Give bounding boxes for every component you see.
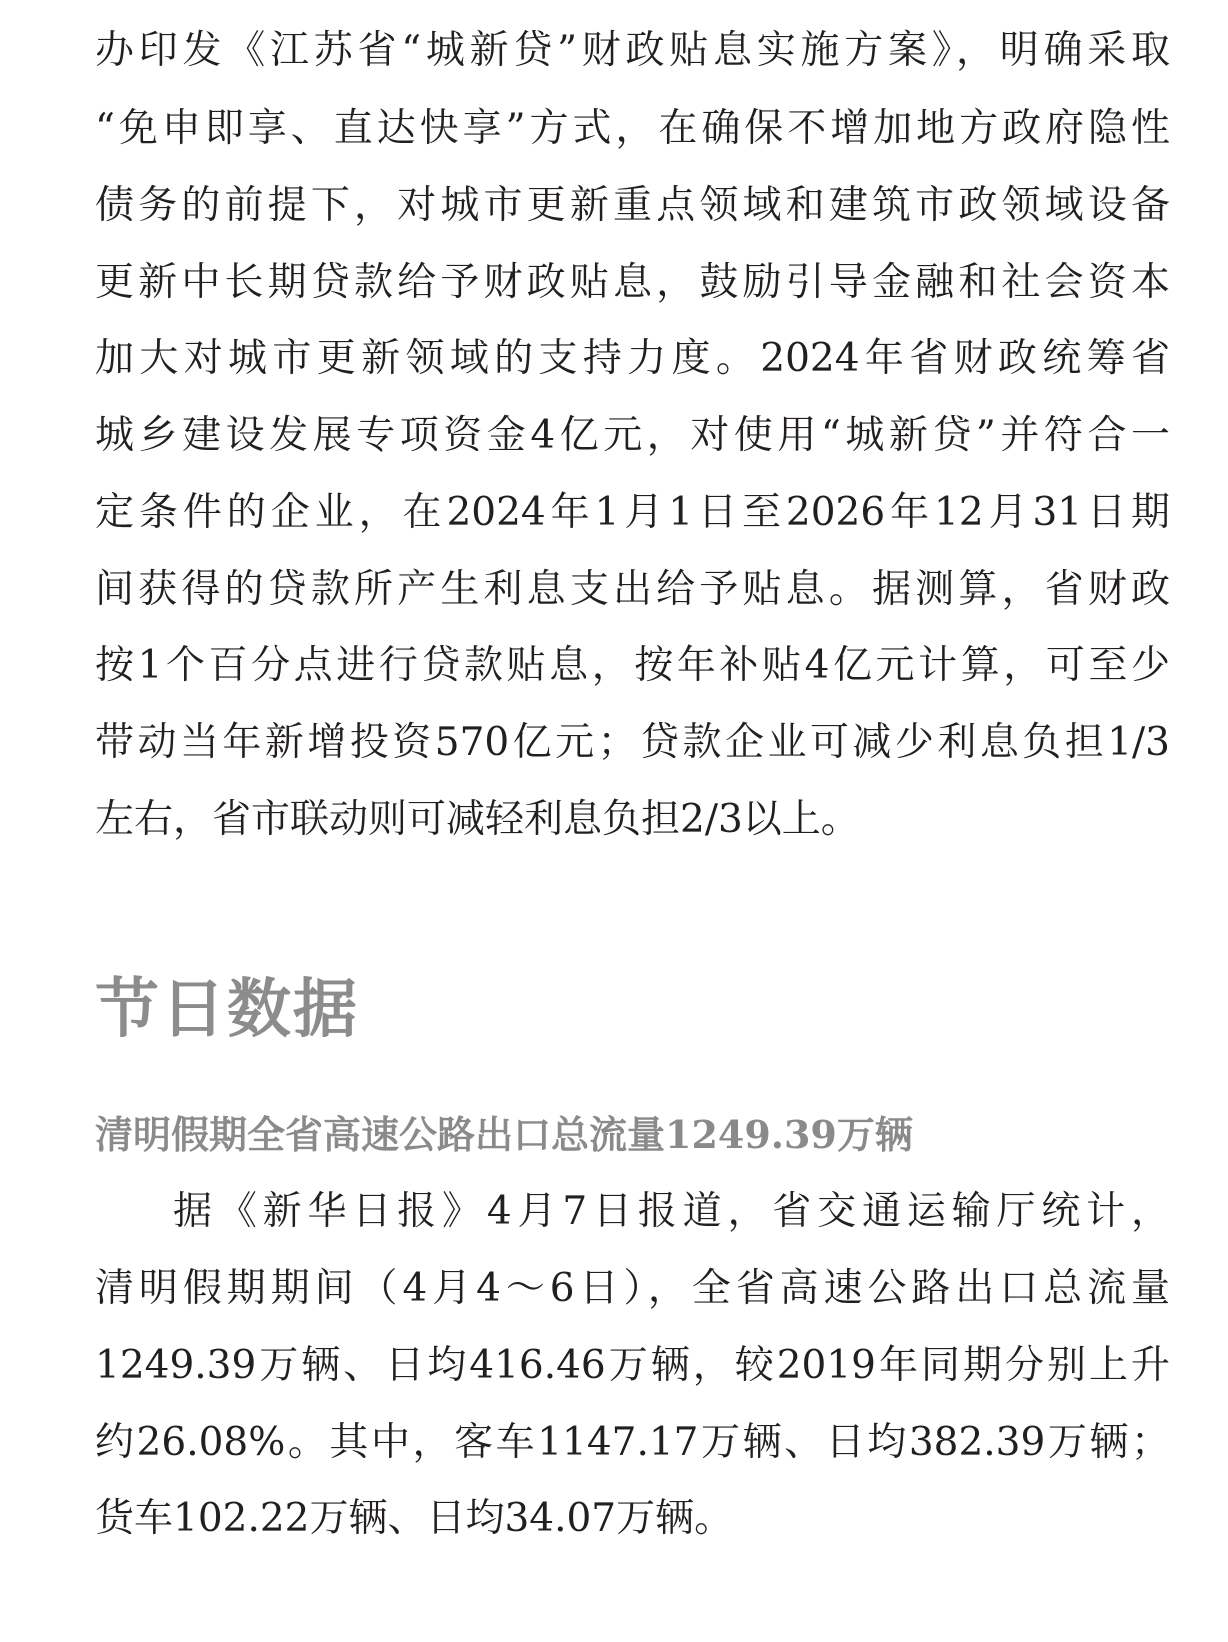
body-line: 债务的前提下，对城市更新重点领域和建筑市政领域设备 [95,183,1170,228]
article-line: 货车102.22万辆、日均34.07万辆。 [95,1496,734,1541]
body-line: 间获得的贷款所产生利息支出给予贴息。据测算，省财政 [95,567,1170,612]
article-line: 1249.39万辆、日均416.46万辆，较2019年同期分别上升 [95,1343,1170,1388]
body-line: “免申即享、直达快享”方式，在确保不增加地方政府隐性 [95,106,1170,151]
article-line: 据《新华日报》4月7日报道，省交通运输厅统计， [173,1189,1170,1234]
article-line: 清明假期期间（4月4～6日），全省高速公路出口总流量 [95,1266,1170,1311]
body-line: 城乡建设发展专项资金4亿元，对使用“城新贷”并符合一 [95,413,1170,458]
section-heading: 节日数据 [95,973,359,1047]
body-line: 按1个百分点进行贷款贴息，按年补贴4亿元计算，可至少 [95,643,1170,688]
body-line: 加大对城市更新领域的支持力度。2024年省财政统筹省 [95,336,1170,381]
body-line: 办印发《江苏省“城新贷”财政贴息实施方案》，明确采取 [95,28,1170,73]
body-line: 更新中长期贷款给予财政贴息，鼓励引导金融和社会资本 [95,260,1170,305]
body-line: 定条件的企业，在2024年1月1日至2026年12月31日期 [95,490,1170,535]
body-line: 左右，省市联动则可减轻利息负担2/3以上。 [95,797,860,842]
article-line: 约26.08%。其中，客车1147.17万辆、日均382.39万辆； [95,1420,1170,1465]
body-line: 带动当年新增投资570亿元；贷款企业可减少利息负担1/3 [95,720,1170,765]
article-subheading: 清明假期全省高速公路出口总流量1249.39万辆 [95,1112,913,1157]
